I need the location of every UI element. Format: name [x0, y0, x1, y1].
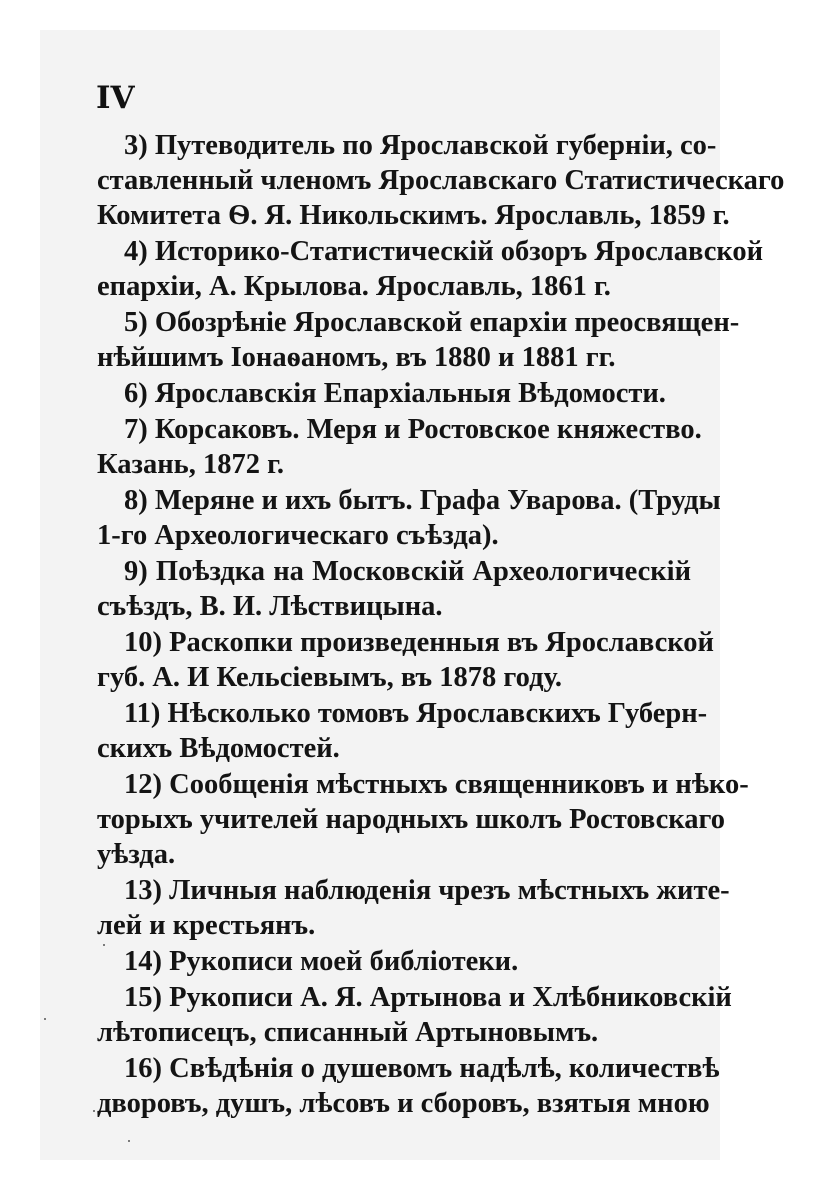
reference-line: 16) Свѣдѣнія о душевомъ надѣлѣ, количествѣ [124, 1053, 720, 1084]
reference-line: 11) Нѣсколько томовъ Ярославскихъ Губерн- [124, 698, 708, 729]
reference-line: 1-го Археологическаго съѣзда). [97, 520, 499, 551]
reference-line: уѣзда. [97, 839, 176, 870]
reference-line: 10) Раскопки произведенныя въ Ярославской [124, 627, 714, 658]
reference-entry [97, 483, 721, 553]
reference-line: нѣйшимъ Іонаѳаномъ, въ 1880 и 1881 гг. [97, 342, 616, 373]
reference-line: 3) Путеводитель по Ярославской губерніи, со- [124, 130, 717, 161]
reference-entry [97, 305, 740, 375]
reference-line: 7) Корсаковъ. Меря и Ростовское княжество. [124, 414, 702, 445]
reference-line: съѣздъ, В. И. Лѣствицына. [97, 591, 443, 622]
page-number: IV [96, 80, 135, 116]
reference-line: 4) Историко-Статистическій обзоръ Ярославской [124, 236, 764, 267]
reference-entry [97, 128, 785, 233]
reference-entry [97, 234, 764, 304]
reference-line: 9) Поѣздка на Московскій Археологическій [124, 556, 691, 587]
reference-line: епархіи, А. Крылова. Ярославль, 1861 г. [97, 271, 611, 302]
reference-line: Комитета Ѳ. Я. Никольскимъ. Ярославль, 1859 г. [97, 200, 730, 231]
reference-line: лѣтописецъ, списанный Артыновымъ. [97, 1017, 599, 1048]
reference-line: 13) Личныя наблюденія чрезъ мѣстныхъ жите- [124, 875, 730, 906]
reference-line: 5) Обозрѣніе Ярославской епархіи преосвящен- [124, 307, 740, 338]
reference-list [97, 128, 785, 1122]
reference-entry [97, 1051, 720, 1121]
reference-entry [97, 767, 749, 872]
reference-entry [97, 625, 714, 695]
reference-entry [97, 412, 702, 482]
reference-line: скихъ Вѣдомостей. [97, 733, 340, 764]
reference-line: 6) Ярославскія Епархіальныя Вѣдомости. [124, 378, 666, 409]
reference-line: 12) Сообщенія мѣстныхъ священниковъ и нѣко- [124, 769, 749, 800]
reference-line: 14) Рукописи моей библіотеки. [124, 946, 519, 977]
reference-entry [97, 944, 691, 979]
reference-entry [97, 873, 730, 943]
reference-line: ставленный членомъ Ярославскаго Статистическаго [97, 165, 785, 196]
reference-entry [97, 376, 691, 411]
reference-entry [97, 554, 691, 624]
reference-line: 15) Рукописи А. Я. Артынова и Хлѣбниковскій [124, 982, 732, 1013]
reference-line: губ. А. И Кельсіевымъ, въ 1878 году. [97, 662, 563, 693]
reference-entry [97, 696, 708, 766]
reference-line: лей и крестьянъ. [97, 910, 316, 941]
reference-line: 8) Меряне и ихъ бытъ. Графа Уварова. (Труды [124, 485, 721, 516]
reference-line: дворовъ, душъ, лѣсовъ и сборовъ, взятыя мною [97, 1088, 710, 1119]
reference-line: торыхъ учителей народныхъ школъ Ростовскаго [97, 804, 725, 835]
reference-entry [97, 980, 732, 1050]
reference-line: Казань, 1872 г. [97, 449, 284, 480]
